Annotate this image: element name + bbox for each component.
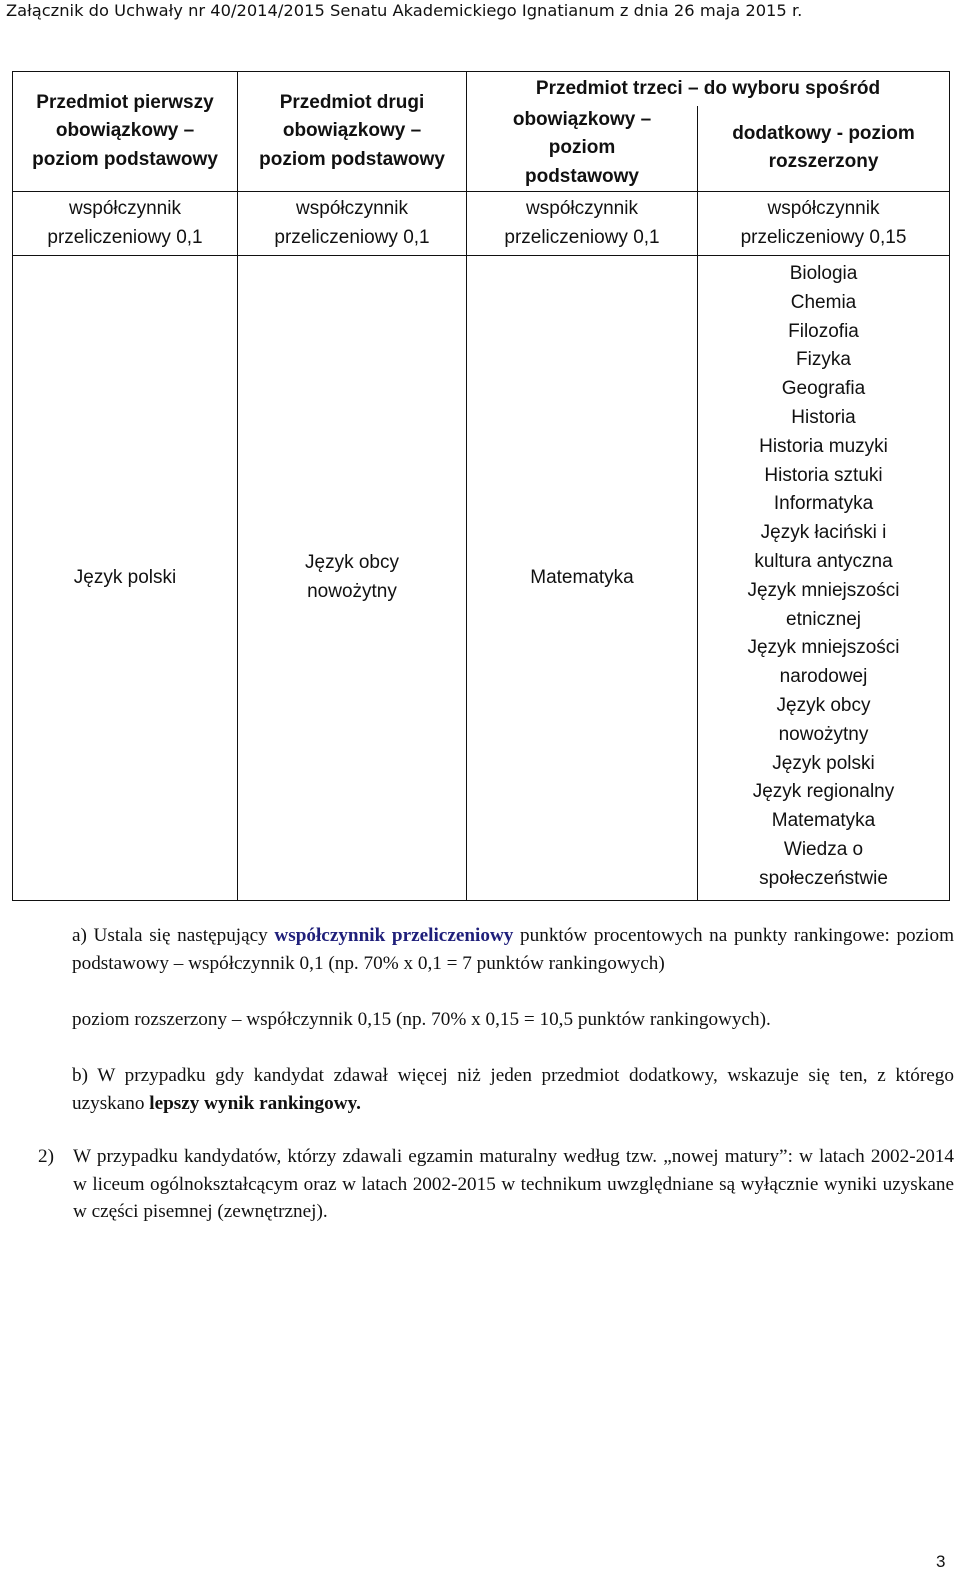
- col3-right-subject-list: [698, 256, 950, 901]
- col3-top-header: Przedmiot trzeci – do wyboru spośród: [467, 72, 950, 106]
- subject-list-item: kultura antyczna: [754, 550, 893, 572]
- subject-list-item: Geografia: [781, 378, 866, 400]
- col3-right-header: dodatkowy - poziom rozszerzony: [698, 106, 950, 192]
- subject-list-item: etnicznej: [786, 608, 861, 630]
- subject-list-item: Biologia: [789, 263, 858, 284]
- col3-left-coefficient: współczynnik przeliczeniowy 0,1: [467, 192, 698, 256]
- subject-list-item: Historia muzyki: [759, 435, 888, 457]
- subject-list-item: nowożytny: [778, 723, 869, 745]
- col1-subject: Język polski: [13, 256, 238, 901]
- subject-list-item: Fizyka: [796, 349, 851, 371]
- subjects-table: [12, 71, 950, 901]
- paragraph-b: b) W przypadku gdy kandydat zdawał więcej niż jeden przedmiot dodatkowy, wskazuje się ten, z którego uzyskano lepszy wynik rankingowy.: [72, 1065, 954, 1114]
- col1-header: Przedmiot pierwszy obowiązkowy – poziom podstawowy: [13, 72, 238, 192]
- paragraph-2-number: 2): [38, 1146, 54, 1167]
- paragraph-2: W przypadku kandydatów, którzy zdawali egzamin maturalny według tzw. „nowej matury”: w latach 2002-2014 w liceum ogólnokształcącym oraz w latach 2002-2015 w technikum uwzględniane są wyłącznie wyniki uzyskane w części pisemnej (zewnętrznej).: [73, 1146, 954, 1222]
- subject-list-item: Język mniejszości: [747, 579, 900, 601]
- subject-list-item: Historia sztuki: [764, 464, 883, 486]
- subject-list-item: Matematyka: [771, 810, 876, 832]
- col2-subject: Język obcy nowożytny: [238, 256, 467, 901]
- subject-list-item: narodowej: [779, 666, 868, 688]
- col3-left-header: obowiązkowy – poziom podstawowy: [467, 106, 698, 192]
- col1-coefficient: współczynnik przeliczeniowy 0,1: [13, 192, 238, 256]
- paragraph-a-line2: poziom rozszerzony – współczynnik 0,15 (np. 70% x 0,15 = 10,5 punktów rankingowych).: [72, 1009, 771, 1030]
- paragraph-a: a) Ustala się następujący współczynnik przeliczeniowy punktów procentowych na punkty rankingowe: poziom podstawowy – współczynnik 0,1 (np. 70% x 0,1 = 7 punktów rankingowych): [72, 925, 954, 974]
- attachment-header: Załącznik do Uchwały nr 40/2014/2015 Senatu Akademickiego Ignatianum z dnia 26 maja 2015 r.: [6, 1, 803, 20]
- subject-list-item: Język regionalny: [752, 781, 895, 803]
- subject-list-item: Język obcy: [776, 694, 871, 716]
- subject-list-item: Wiedza o: [783, 838, 864, 860]
- subject-list-item: Chemia: [790, 291, 857, 313]
- col3-left-subject: Matematyka: [467, 256, 698, 901]
- subject-list-item: Informatyka: [773, 493, 874, 515]
- col2-header: Przedmiot drugi obowiązkowy – poziom podstawowy: [238, 72, 467, 192]
- page-number: 3: [936, 1552, 946, 1571]
- col2-coefficient: współczynnik przeliczeniowy 0,1: [238, 192, 467, 256]
- subject-list-item: Filozofia: [788, 320, 859, 342]
- subject-list-item: Język łaciński i: [760, 522, 887, 544]
- subject-list-item: Język mniejszości: [747, 637, 900, 659]
- subject-list-item: Język polski: [772, 752, 875, 774]
- subject-list-item: społeczeństwie: [759, 867, 888, 889]
- subject-list-item: Historia: [791, 406, 856, 428]
- col3-right-coefficient: współczynnik przeliczeniowy 0,15: [698, 192, 950, 256]
